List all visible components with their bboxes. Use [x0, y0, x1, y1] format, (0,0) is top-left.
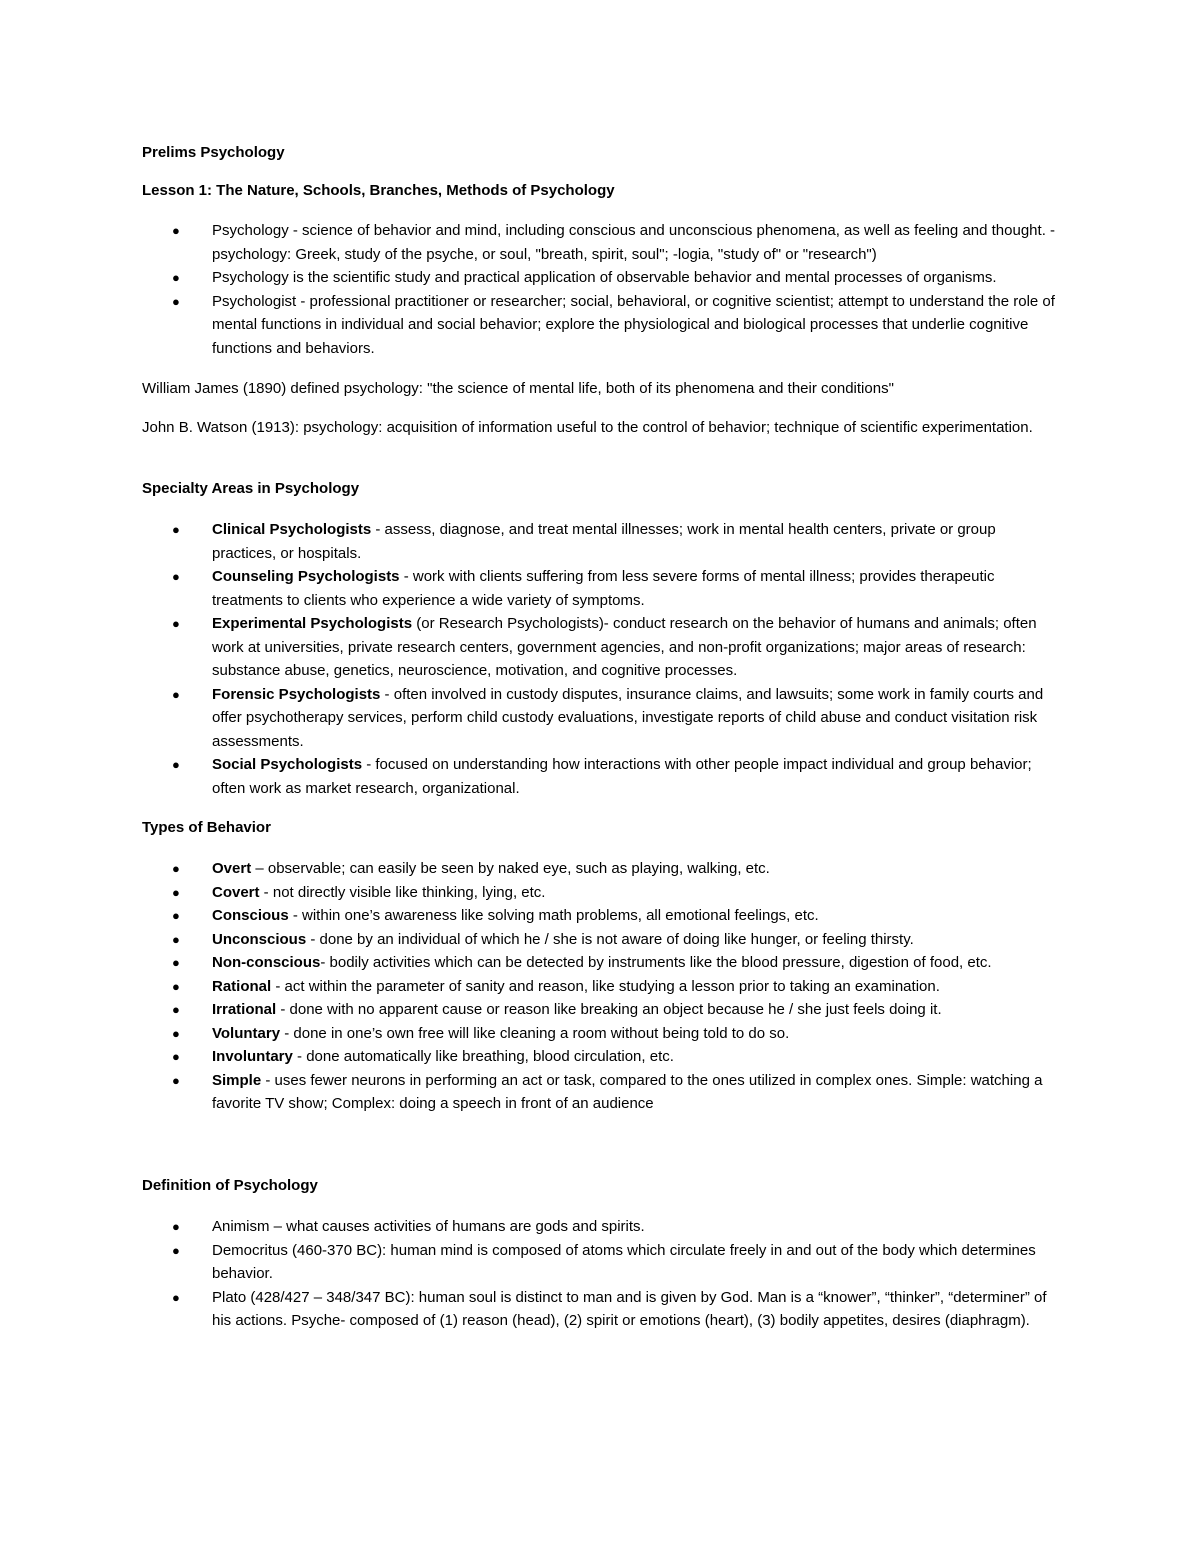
list-item: ● Experimental Psychologists (or Research Psychologists)- conduct research on the behavior of humans and animals; often work at universities, private research centers, government agencies, and non-profit organizations; major areas of research: substance abuse, genetics, neuroscience, motivation, and cognitive processes. [142, 612, 1062, 683]
bullet-icon: ● [172, 1049, 180, 1064]
bullet-icon: ● [172, 223, 180, 238]
list-item: ● Social Psychologists - focused on understanding how interactions with other people impact individual and group behavior; often work as market research, organizational. [142, 753, 1062, 800]
bullet-icon: ● [172, 1025, 180, 1041]
bullet-icon: ● [172, 616, 180, 631]
bullet-icon: ● [172, 908, 180, 923]
paragraph: William James (1890) defined psychology: "the science of mental life, both of its phenomena and their conditions" [142, 380, 894, 397]
bullet-icon: ● [172, 861, 180, 876]
list-item: ● Forensic Psychologists - often involved in custody disputes, insurance claims, and lawsuits; some work in family courts and offer psychotherapy services, perform child custody evaluations, investigate reports of child abuse and conduct visitation risk assessments. [142, 683, 1062, 754]
list-item: ● Democritus (460-370 BC): human mind is composed of atoms which circulate freely in and out of the body which determines behavior. [142, 1239, 1062, 1286]
list-item: ● Overt – observable; can easily be seen by naked eye, such as playing, walking, etc. [142, 857, 1062, 881]
behavior-bullet-list [142, 857, 1062, 1116]
bullet-icon: ● [172, 955, 180, 970]
lesson-heading: Lesson 1: The Nature, Schools, Branches, Methods of Psychology [142, 182, 615, 199]
document-title: Prelims Psychology [142, 144, 285, 161]
bullet-icon: ● [172, 1242, 180, 1258]
list-item: ● Voluntary - done in one’s own free will like cleaning a room without being told to do so. [142, 1022, 1062, 1046]
list-item: ● Psychology - science of behavior and mind, including conscious and unconscious phenomena, as well as feeling and thought. -psychology: Greek, study of the psyche, or soul, "breath, spirit, soul"; -logia, "study of" or "research") [142, 219, 1062, 266]
list-item: ● Unconscious - done by an individual of which he / she is not aware of doing like hunger, or feeling thirsty. [142, 928, 1062, 952]
bullet-icon: ● [172, 931, 180, 947]
bullet-icon: ● [172, 1219, 180, 1234]
list-item: ● Rational - act within the parameter of sanity and reason, like studying a lesson prior to taking an examination. [142, 975, 1062, 999]
list-item: ● Non-conscious- bodily activities which can be detected by instruments like the blood pressure, digestion of food, etc. [142, 951, 1062, 975]
list-item: ● Psychologist - professional practitioner or researcher; social, behavioral, or cognitive scientist; attempt to understand the role of mental functions in individual and social behavior; explore the physiological and biological processes that underlie cognitive functions and behaviors. [142, 290, 1062, 361]
bullet-icon: ● [172, 884, 180, 900]
bullet-icon: ● [172, 686, 180, 702]
section-heading: Specialty Areas in Psychology [142, 480, 360, 497]
definition-bullet-list [142, 1215, 1062, 1333]
section-heading: Types of Behavior [142, 819, 271, 836]
list-item: ● Conscious - within one’s awareness like solving math problems, all emotional feelings, etc. [142, 904, 1062, 928]
intro-bullet-list [142, 219, 1062, 360]
bullet-icon: ● [172, 569, 180, 584]
bullet-icon: ● [172, 978, 180, 994]
list-item: ● Clinical Psychologists - assess, diagnose, and treat mental illnesses; work in mental health centers, private or group practices, or hospitals. [142, 518, 1062, 565]
section-heading: Definition of Psychology [142, 1177, 318, 1194]
list-item: ● Psychology is the scientific study and practical application of observable behavior and mental processes of organisms. [142, 266, 1062, 290]
bullet-icon: ● [172, 1289, 180, 1305]
list-item: ● Irrational - done with no apparent cause or reason like breaking an object because he / she just feels doing it. [142, 998, 1062, 1022]
list-item: ● Simple - uses fewer neurons in performing an act or task, compared to the ones utilized in complex ones. Simple: watching a favorite TV show; Complex: doing a speech in front of an audience [142, 1069, 1062, 1116]
list-item: ● Involuntary - done automatically like breathing, blood circulation, etc. [142, 1045, 1062, 1069]
paragraph: John B. Watson (1913): psychology: acquisition of information useful to the control of behavior; technique of scientific experimentation. [142, 419, 1033, 436]
list-item: ● Counseling Psychologists - work with clients suffering from less severe forms of mental illness; provides therapeutic treatments to clients who experience a wide variety of symptoms. [142, 565, 1062, 612]
bullet-icon: ● [172, 522, 180, 537]
list-item: ● Plato (428/427 – 348/347 BC): human soul is distinct to man and is given by God. Man is a “knower”, “thinker”, “determiner” of his actions. Psyche- composed of (1) reason (head), (2) spirit or emotions (heart), (3) bodily appetites, desires (diaphragm). [142, 1286, 1062, 1333]
bullet-icon: ● [172, 270, 180, 285]
bullet-icon: ● [172, 757, 180, 772]
bullet-icon: ● [172, 1072, 180, 1088]
list-item: ● Animism – what causes activities of humans are gods and spirits. [142, 1215, 1062, 1239]
bullet-icon: ● [172, 293, 180, 309]
specialty-bullet-list [142, 518, 1062, 800]
bullet-icon: ● [172, 1002, 180, 1017]
list-item: ● Covert - not directly visible like thinking, lying, etc. [142, 881, 1062, 905]
